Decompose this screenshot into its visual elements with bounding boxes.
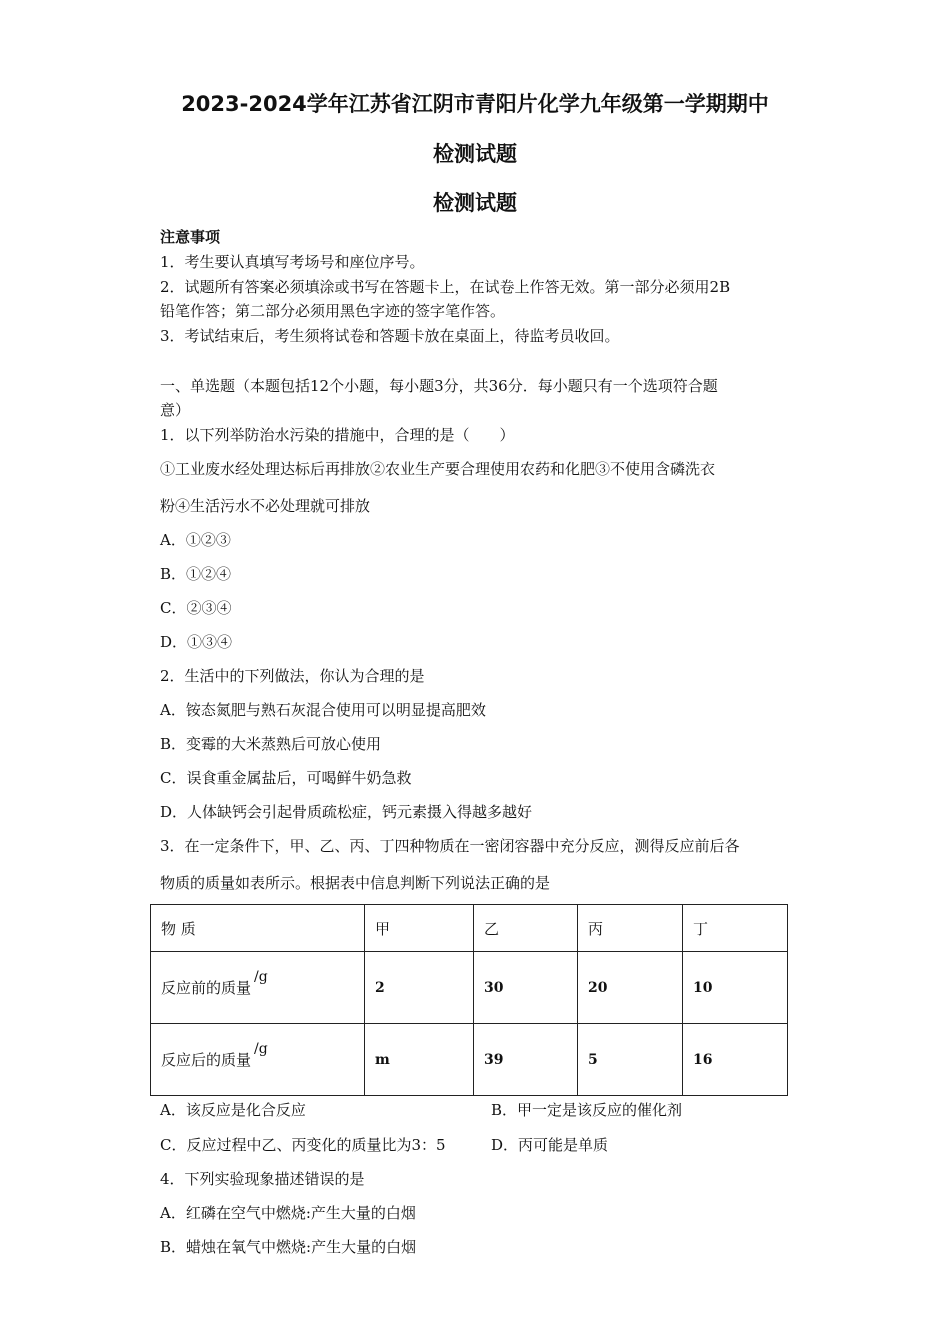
exam-title-line1: 2023-2024学年江苏省江阴市青阳片化学九年级第一学期期中 <box>181 92 769 116</box>
row-before-label: 反应前的质量 <box>161 979 252 997</box>
section-heading-line2: 意） <box>160 401 191 419</box>
header-substance: 物 质 <box>151 905 365 952</box>
q3-option-d: D．丙可能是单质 <box>491 1136 609 1154</box>
q2-option-c: C．误食重金属盐后，可喝鲜牛奶急救 <box>160 769 412 787</box>
q3-option-a: A．该反应是化合反应 <box>160 1101 306 1119</box>
header-yi: 乙 <box>474 905 578 952</box>
q3-option-b: B．甲一定是该反应的催化剂 <box>491 1101 683 1119</box>
q1-option-a: A．①②③ <box>160 531 231 549</box>
table-row-before <box>151 952 788 1024</box>
q4-stem: 4．下列实验现象描述错误的是 <box>160 1170 365 1188</box>
q1-option-b: B．①②④ <box>160 565 232 583</box>
before-ding: 10 <box>683 952 788 1024</box>
q2-option-a: A．铵态氮肥与熟石灰混合使用可以明显提高肥效 <box>160 701 486 719</box>
q3-mass-table <box>150 904 788 1096</box>
before-jia: 2 <box>365 952 474 1024</box>
notice-item-2: 2．试题所有答案必须填涂或书写在答题卡上，在试卷上作答无效。第一部分必须用2B <box>160 278 731 296</box>
notice-item-3: 3．考试结束后，考生须将试卷和答题卡放在桌面上，待监考员收回。 <box>160 327 620 345</box>
notice-item-1: 1．考生要认真填写考场号和座位序号。 <box>160 253 425 271</box>
q1-desc-line2: 粉④生活污水不必处理就可排放 <box>160 497 371 515</box>
row-after-unit: /g <box>254 1041 268 1057</box>
header-ding: 丁 <box>683 905 788 952</box>
notice-item-2-cont: 铅笔作答；第二部分必须用黑色字迹的签字笔作答。 <box>160 302 506 320</box>
row-after-label-cell <box>151 1024 365 1096</box>
q1-option-c: C．②③④ <box>160 599 232 617</box>
exam-subtitle: 检测试题 <box>433 191 517 215</box>
before-yi: 30 <box>474 952 578 1024</box>
exam-title-line2: 检测试题 <box>433 142 517 166</box>
q3-option-c: C．反应过程中乙、丙变化的质量比为3：5 <box>160 1136 446 1154</box>
q4-option-a: A．红磷在空气中燃烧:产生大量的白烟 <box>160 1204 416 1222</box>
row-before-unit: /g <box>254 969 268 985</box>
q4-option-b: B．蜡烛在氧气中燃烧:产生大量的白烟 <box>160 1238 417 1256</box>
q2-stem: 2．生活中的下列做法，你认为合理的是 <box>160 667 425 685</box>
q3-stem-line1: 3．在一定条件下，甲、乙、丙、丁四种物质在一密闭容器中充分反应，测得反应前后各 <box>160 837 740 855</box>
q2-option-d: D．人体缺钙会引起骨质疏松症，钙元素摄入得越多越好 <box>160 803 533 821</box>
header-jia: 甲 <box>365 905 474 952</box>
header-bing: 丙 <box>578 905 683 952</box>
after-ding: 16 <box>683 1024 788 1096</box>
table-row-after <box>151 1024 788 1096</box>
before-bing: 20 <box>578 952 683 1024</box>
after-bing: 5 <box>578 1024 683 1096</box>
q1-option-d: D．①③④ <box>160 633 233 651</box>
q3-stem-line2: 物质的质量如表所示。根据表中信息判断下列说法正确的是 <box>160 874 551 892</box>
notice-heading: 注意事项 <box>160 228 221 246</box>
row-after-label: 反应后的质量 <box>161 1051 252 1069</box>
after-yi: 39 <box>474 1024 578 1096</box>
q1-stem: 1．以下列举防治水污染的措施中，合理的是（ ） <box>160 426 515 444</box>
section-heading-line1: 一、单选题（本题包括12个小题，每小题3分，共36分．每小题只有一个选项符合题 <box>160 377 718 395</box>
q1-desc-line1: ①工业废水经处理达标后再排放②农业生产要合理使用农药和化肥③不使用含磷洗衣 <box>160 460 716 478</box>
q2-option-b: B．变霉的大米蒸熟后可放心使用 <box>160 735 382 753</box>
table-header-row <box>151 905 788 952</box>
row-before-label-cell <box>151 952 365 1024</box>
after-jia: m <box>365 1024 474 1096</box>
